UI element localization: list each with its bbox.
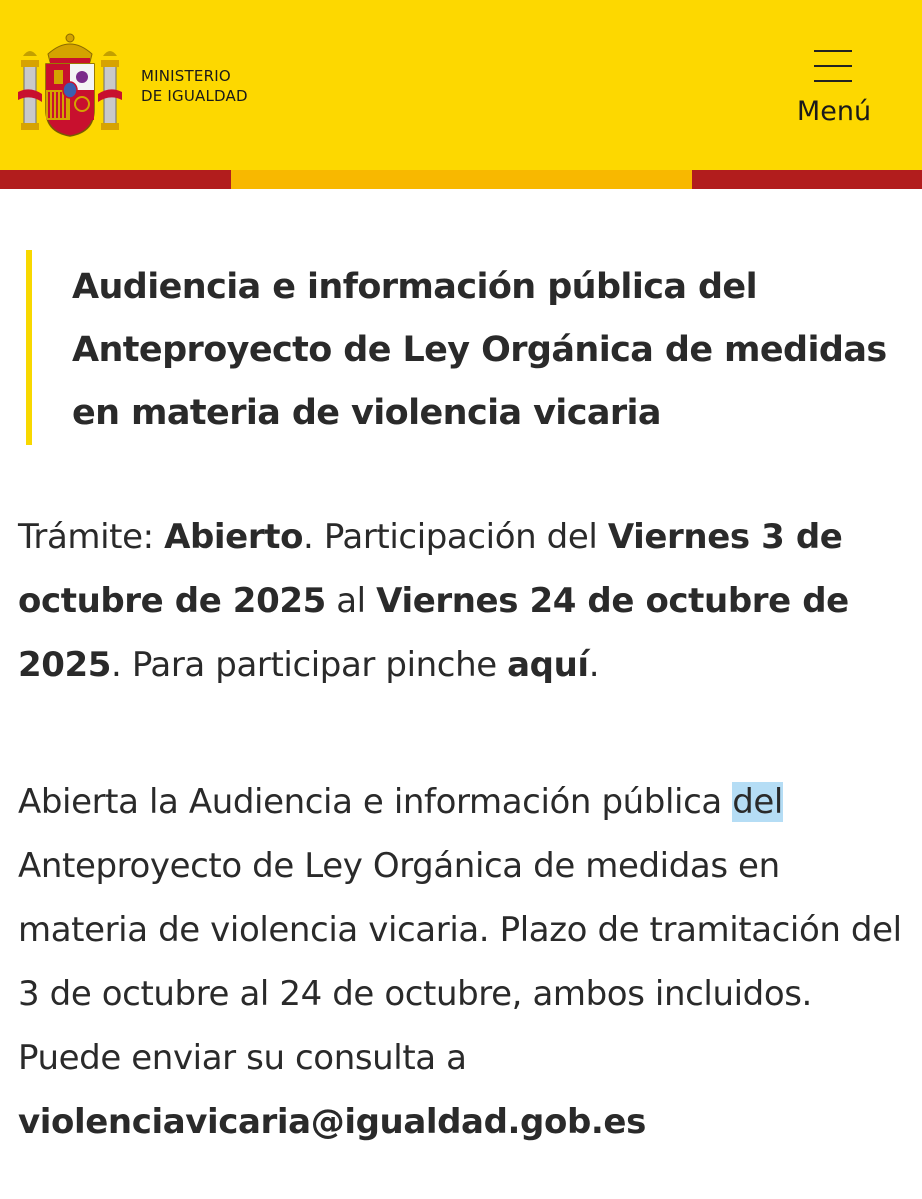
header-stripe-middle	[231, 170, 692, 189]
ministry-name[interactable]	[141, 66, 248, 106]
header-stripe-left	[0, 170, 231, 189]
description-paragraph	[18, 770, 908, 1154]
menu-button[interactable]	[786, 44, 882, 136]
highlighted-word: del	[732, 782, 783, 822]
end-date: Viernes 24 de octubre de 2025	[18, 581, 849, 685]
participate-link[interactable]: aquí	[507, 645, 589, 685]
hamburger-icon	[814, 50, 852, 95]
description-text-2: Anteproyecto de Ley Orgánica de medidas en materia de violencia vicaria. Plazo de tramitación del 3 de octubre al 24 de octubre, ambos incluidos. Puede enviar su consulta a	[18, 846, 902, 1078]
title-block	[26, 250, 902, 445]
menu-label: Menú	[796, 96, 872, 127]
tramite-paragraph	[18, 505, 908, 697]
ministry-line-2: DE IGUALDAD	[141, 87, 248, 105]
tramite-text-3: . Para participar pinche	[111, 645, 508, 685]
tramite-status: Abierto	[164, 517, 304, 557]
page-title: Audiencia e información pública del Anteproyecto de Ley Orgánica de medidas en materia de violencia vicaria	[72, 267, 887, 433]
site-header	[0, 0, 922, 170]
description-text-1: Abierta la Audiencia e información pública	[18, 782, 733, 822]
ministry-line-1: MINISTERIO	[141, 67, 231, 85]
coat-of-arms-spain-icon[interactable]	[18, 32, 122, 138]
tramite-text-1: . Participación del	[303, 517, 608, 557]
header-stripe-right	[692, 170, 922, 189]
contact-email[interactable]: violenciavicaria@igualdad.gob.es	[18, 1102, 646, 1142]
tramite-label: Trámite:	[18, 517, 165, 557]
start-date: Viernes 3 de octubre de 2025	[18, 517, 843, 621]
tramite-text-4: .	[588, 645, 600, 685]
tramite-text-2: al	[325, 581, 377, 621]
